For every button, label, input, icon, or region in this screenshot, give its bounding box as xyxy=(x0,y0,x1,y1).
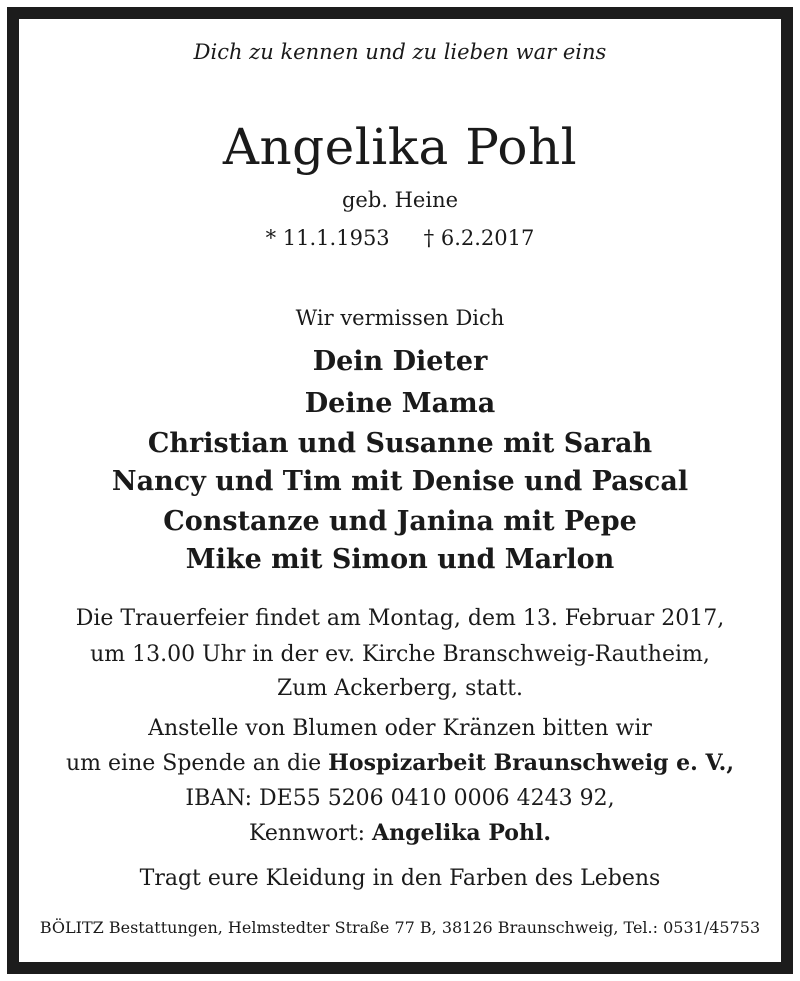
donation-line-2 xyxy=(0,750,800,776)
donation-iban: IBAN: DE55 5206 0410 0006 4243 92, xyxy=(185,786,615,811)
keyword-label: Kennwort: xyxy=(248,821,373,846)
death-date: † 6.2.2017 xyxy=(423,226,535,250)
family-member: Nancy und Tim mit Denise und Pascal xyxy=(111,466,689,497)
donation-line-1: Anstelle von Blumen oder Kränzen bitten wir xyxy=(148,716,652,741)
family-member: Mike mit Simon und Marlon xyxy=(185,544,615,575)
donation-keyword-line xyxy=(0,820,800,846)
donation-organization: Hospizarbeit Braunschweig e. V., xyxy=(328,750,734,776)
service-line-2: um 13.00 Uhr in der ev. Kirche Branschweig-Rautheim, xyxy=(90,642,710,667)
closing-line: Tragt eure Kleidung in den Farben des Lebens xyxy=(139,866,661,891)
family-member: Dein Dieter xyxy=(312,346,488,377)
family-member: Christian und Susanne mit Sarah xyxy=(147,428,653,459)
keyword-value: Angelika Pohl. xyxy=(372,820,551,846)
donation-prefix: um eine Spende an die xyxy=(66,751,329,776)
deceased-name: Angelika Pohl xyxy=(222,118,578,176)
family-member: Deine Mama xyxy=(304,388,496,419)
life-dates xyxy=(0,226,800,250)
birth-date: * 11.1.1953 xyxy=(265,226,390,250)
funeral-home-footer: BÖLITZ Bestattungen, Helmstedter Straße 77 B, 38126 Braunschweig, Tel.: 0531/45753 xyxy=(39,918,761,937)
service-line-1: Die Trauerfeier findet am Montag, dem 13. Februar 2017, xyxy=(75,606,725,631)
family-member: Constanze und Janina mit Pepe xyxy=(163,506,637,537)
motto: Dich zu kennen und zu lieben war eins xyxy=(193,40,607,64)
maiden-name: geb. Heine xyxy=(341,188,459,212)
missing-line: Wir vermissen Dich xyxy=(295,306,505,330)
service-line-3: Zum Ackerberg, statt. xyxy=(277,676,523,701)
